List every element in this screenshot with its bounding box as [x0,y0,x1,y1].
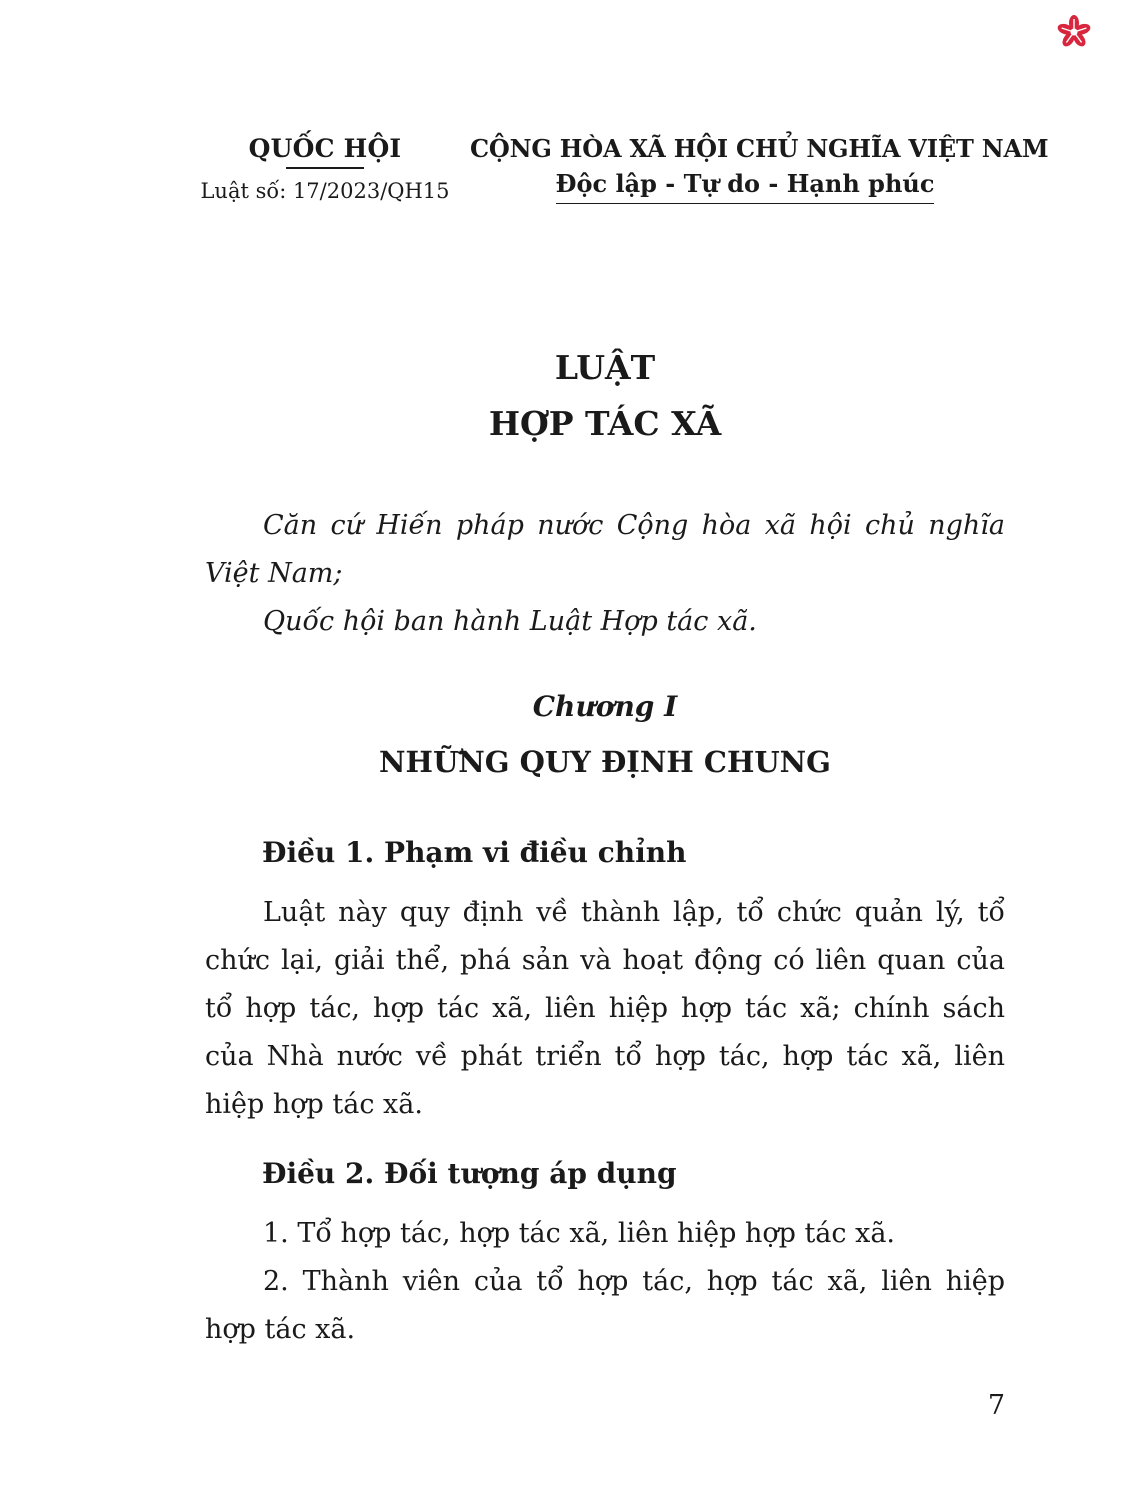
issuer-block [190,134,460,203]
red-flower-logo-icon [1056,14,1092,50]
nation-name: CỘNG HÒA XÃ HỘI CHỦ NGHĨA VIỆT NAM [470,134,1049,163]
paragraph-line: hợp tác xã. [205,1314,356,1345]
national-motto-block [470,134,1049,204]
law-number: Luật số: 17/2023/QH15 [200,178,450,203]
article-1-heading: Điều 1. Phạm vi điều chỉnh [262,836,687,869]
page-number: 7 [987,1390,1005,1421]
preamble [205,502,1005,646]
article-2-heading: Điều 2. Đối tượng áp dụng [262,1157,677,1190]
chapter-label: Chương I [532,690,678,723]
preamble-line: Việt Nam; [205,558,343,589]
document-type-title: LUẬT [554,348,656,387]
chapter-title: NHỮNG QUY ĐỊNH CHUNG [379,745,831,779]
paragraph-line: chức lại, giải thể, phá sản và hoạt động có liên quan của [205,945,1005,976]
article-2-body [205,1210,1005,1354]
issuer-name: QUỐC HỘI [248,134,402,163]
paragraph-line: 1. Tổ hợp tác, hợp tác xã, liên hiệp hợp tác xã. [263,1218,896,1249]
paragraph-line: tổ hợp tác, hợp tác xã, liên hiệp hợp tác xã; chính sách [205,993,1005,1024]
paragraph-line: 2. Thành viên của tổ hợp tác, hợp tác xã, liên hiệp [263,1266,1005,1297]
paragraph-line: Luật này quy định về thành lập, tổ chức quản lý, tổ [263,897,1005,928]
paragraph-line: của Nhà nước về phát triển tổ hợp tác, hợp tác xã, liên [205,1041,1005,1072]
national-motto: Độc lập - Tự do - Hạnh phúc [556,169,935,204]
article-1-body [205,889,1005,1129]
issuer-underline [286,167,364,169]
preamble-line: Căn cứ Hiến pháp nước Cộng hòa xã hội chủ nghĩa [263,510,1005,541]
preamble-line: Quốc hội ban hành Luật Hợp tác xã. [263,606,757,637]
paragraph-line: hiệp hợp tác xã. [205,1089,423,1120]
law-name-title: HỢP TÁC XÃ [488,404,722,443]
